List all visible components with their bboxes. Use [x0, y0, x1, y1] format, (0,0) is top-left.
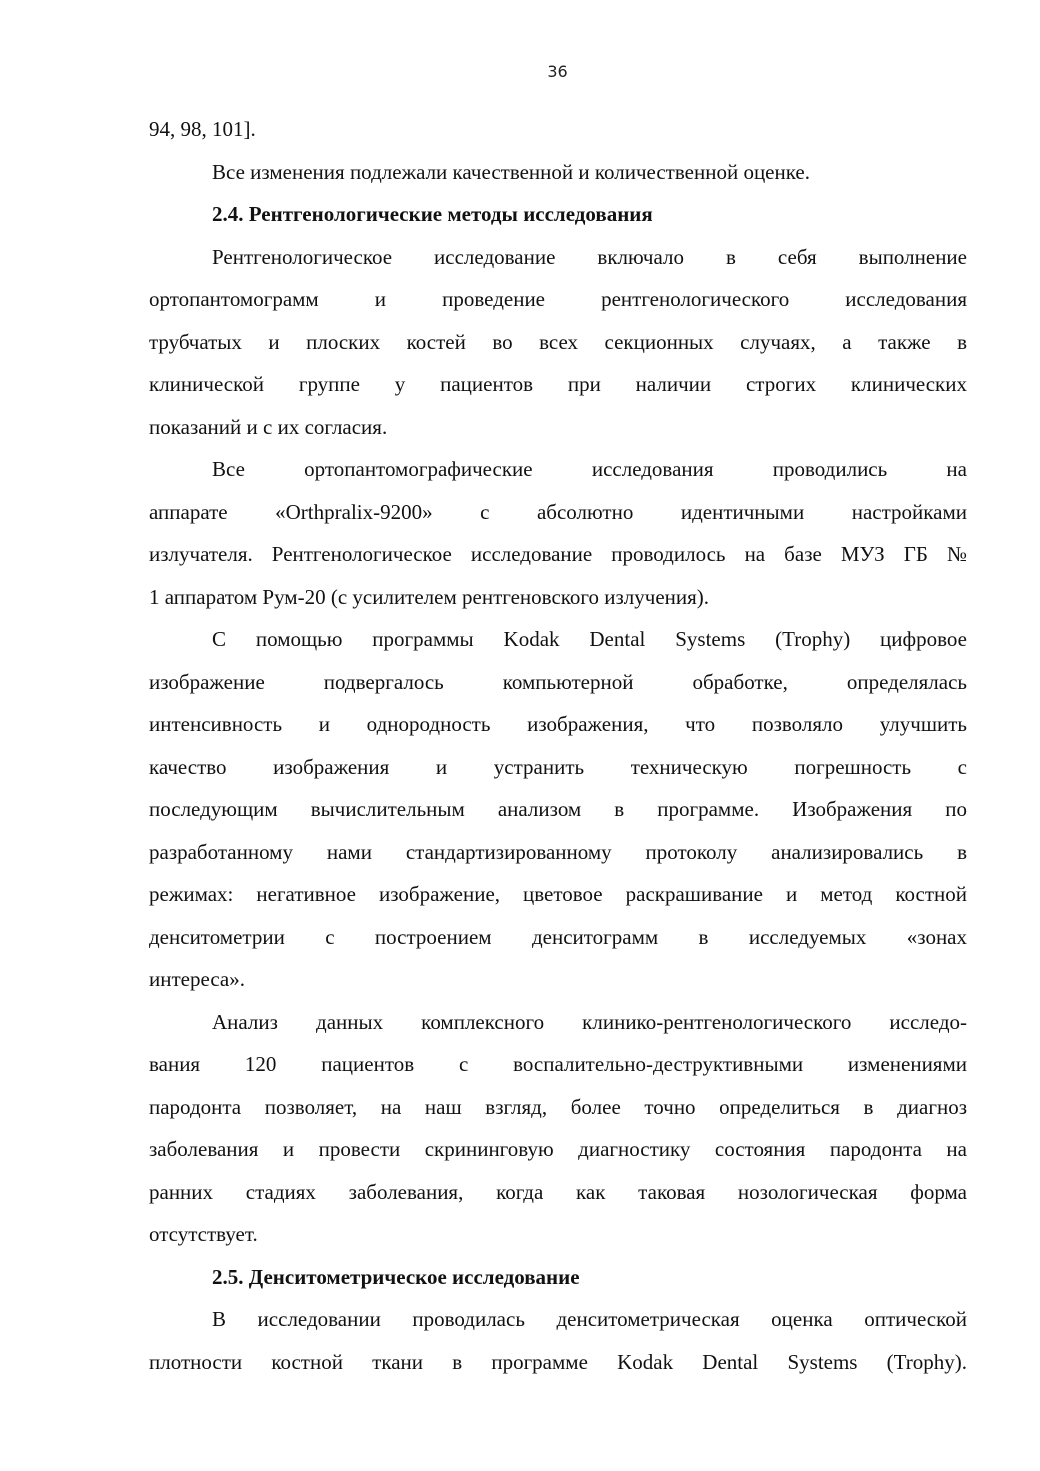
text-line: ранних стадиях заболевания, когда как таковая нозологическая форма	[149, 1179, 967, 1204]
text-line: интереса».	[149, 967, 245, 991]
section-heading: 2.4. Рентгенологические методы исследования	[212, 202, 653, 226]
text-line: клинической группе у пациентов при наличии строгих клинических	[149, 372, 967, 396]
text-line: вания 120 пациентов с воспалительно-деструктивными изменениями	[149, 1052, 967, 1076]
text-line: пародонта позволяет, на наш взгляд, более точно определиться в диагноз	[149, 1094, 967, 1119]
section-heading: 2.5. Денситометрическое исследование	[212, 1264, 580, 1289]
text-line: показаний и с их согласия.	[149, 414, 388, 439]
page-number: 36	[547, 62, 568, 81]
text-line: режимах: негативное изображение, цветовое раскрашивание и метод костной	[149, 882, 967, 906]
text-line: Все изменения подлежали качественной и количественной оценке.	[212, 159, 810, 184]
text-line: ортопантомограмм и проведение рентгенологического исследования	[149, 287, 967, 311]
text-line: В исследовании проводилась денситометрическая оценка оптической	[212, 1307, 967, 1331]
text-line: аппарате «Orthpralix-9200» с абсолютно идентичными настройками	[149, 499, 967, 524]
text-line: Рентгенологическое исследование включало в себя выполнение	[212, 244, 967, 269]
text-line: изображение подвергалось компьютерной обработке, определялась	[149, 669, 967, 694]
page-body	[149, 108, 967, 1383]
text-line: денситометрии с построением денситограмм в исследуемых «зонах	[149, 924, 967, 949]
text-line: излучателя. Рентгенологическое исследование проводилось на базе МУЗ ГБ №	[149, 542, 967, 566]
text-line: Все ортопантомографические исследования проводились на	[212, 457, 967, 481]
text-line: отсутствует.	[149, 1222, 258, 1246]
text-line: последующим вычислительным анализом в программе. Изображения по	[149, 797, 967, 821]
text-line: качество изображения и устранить техническую погрешность с	[149, 754, 967, 779]
text-line: заболевания и провести скрининговую диагностику состояния пародонта на	[149, 1137, 967, 1161]
text-line: 94, 98, 101].	[149, 117, 256, 141]
text-line: интенсивность и однородность изображения, что позволяло улучшить	[149, 712, 967, 736]
text-line: трубчатых и плоских костей во всех секционных случаях, а также в	[149, 329, 967, 354]
text-line: 1 аппаратом Рум-20 (с усилителем рентгеновского излучения).	[149, 584, 710, 609]
text-line: С помощью программы Kodak Dental Systems (Trophy) цифровое	[212, 627, 967, 651]
text-line: Анализ данных комплексного клинико-рентгенологического исследо-	[212, 1009, 967, 1034]
text-line: разработанному нами стандартизированному протоколу анализировались в	[149, 839, 967, 864]
text-line: плотности костной ткани в программе Kodak Dental Systems (Trophy).	[149, 1349, 967, 1374]
